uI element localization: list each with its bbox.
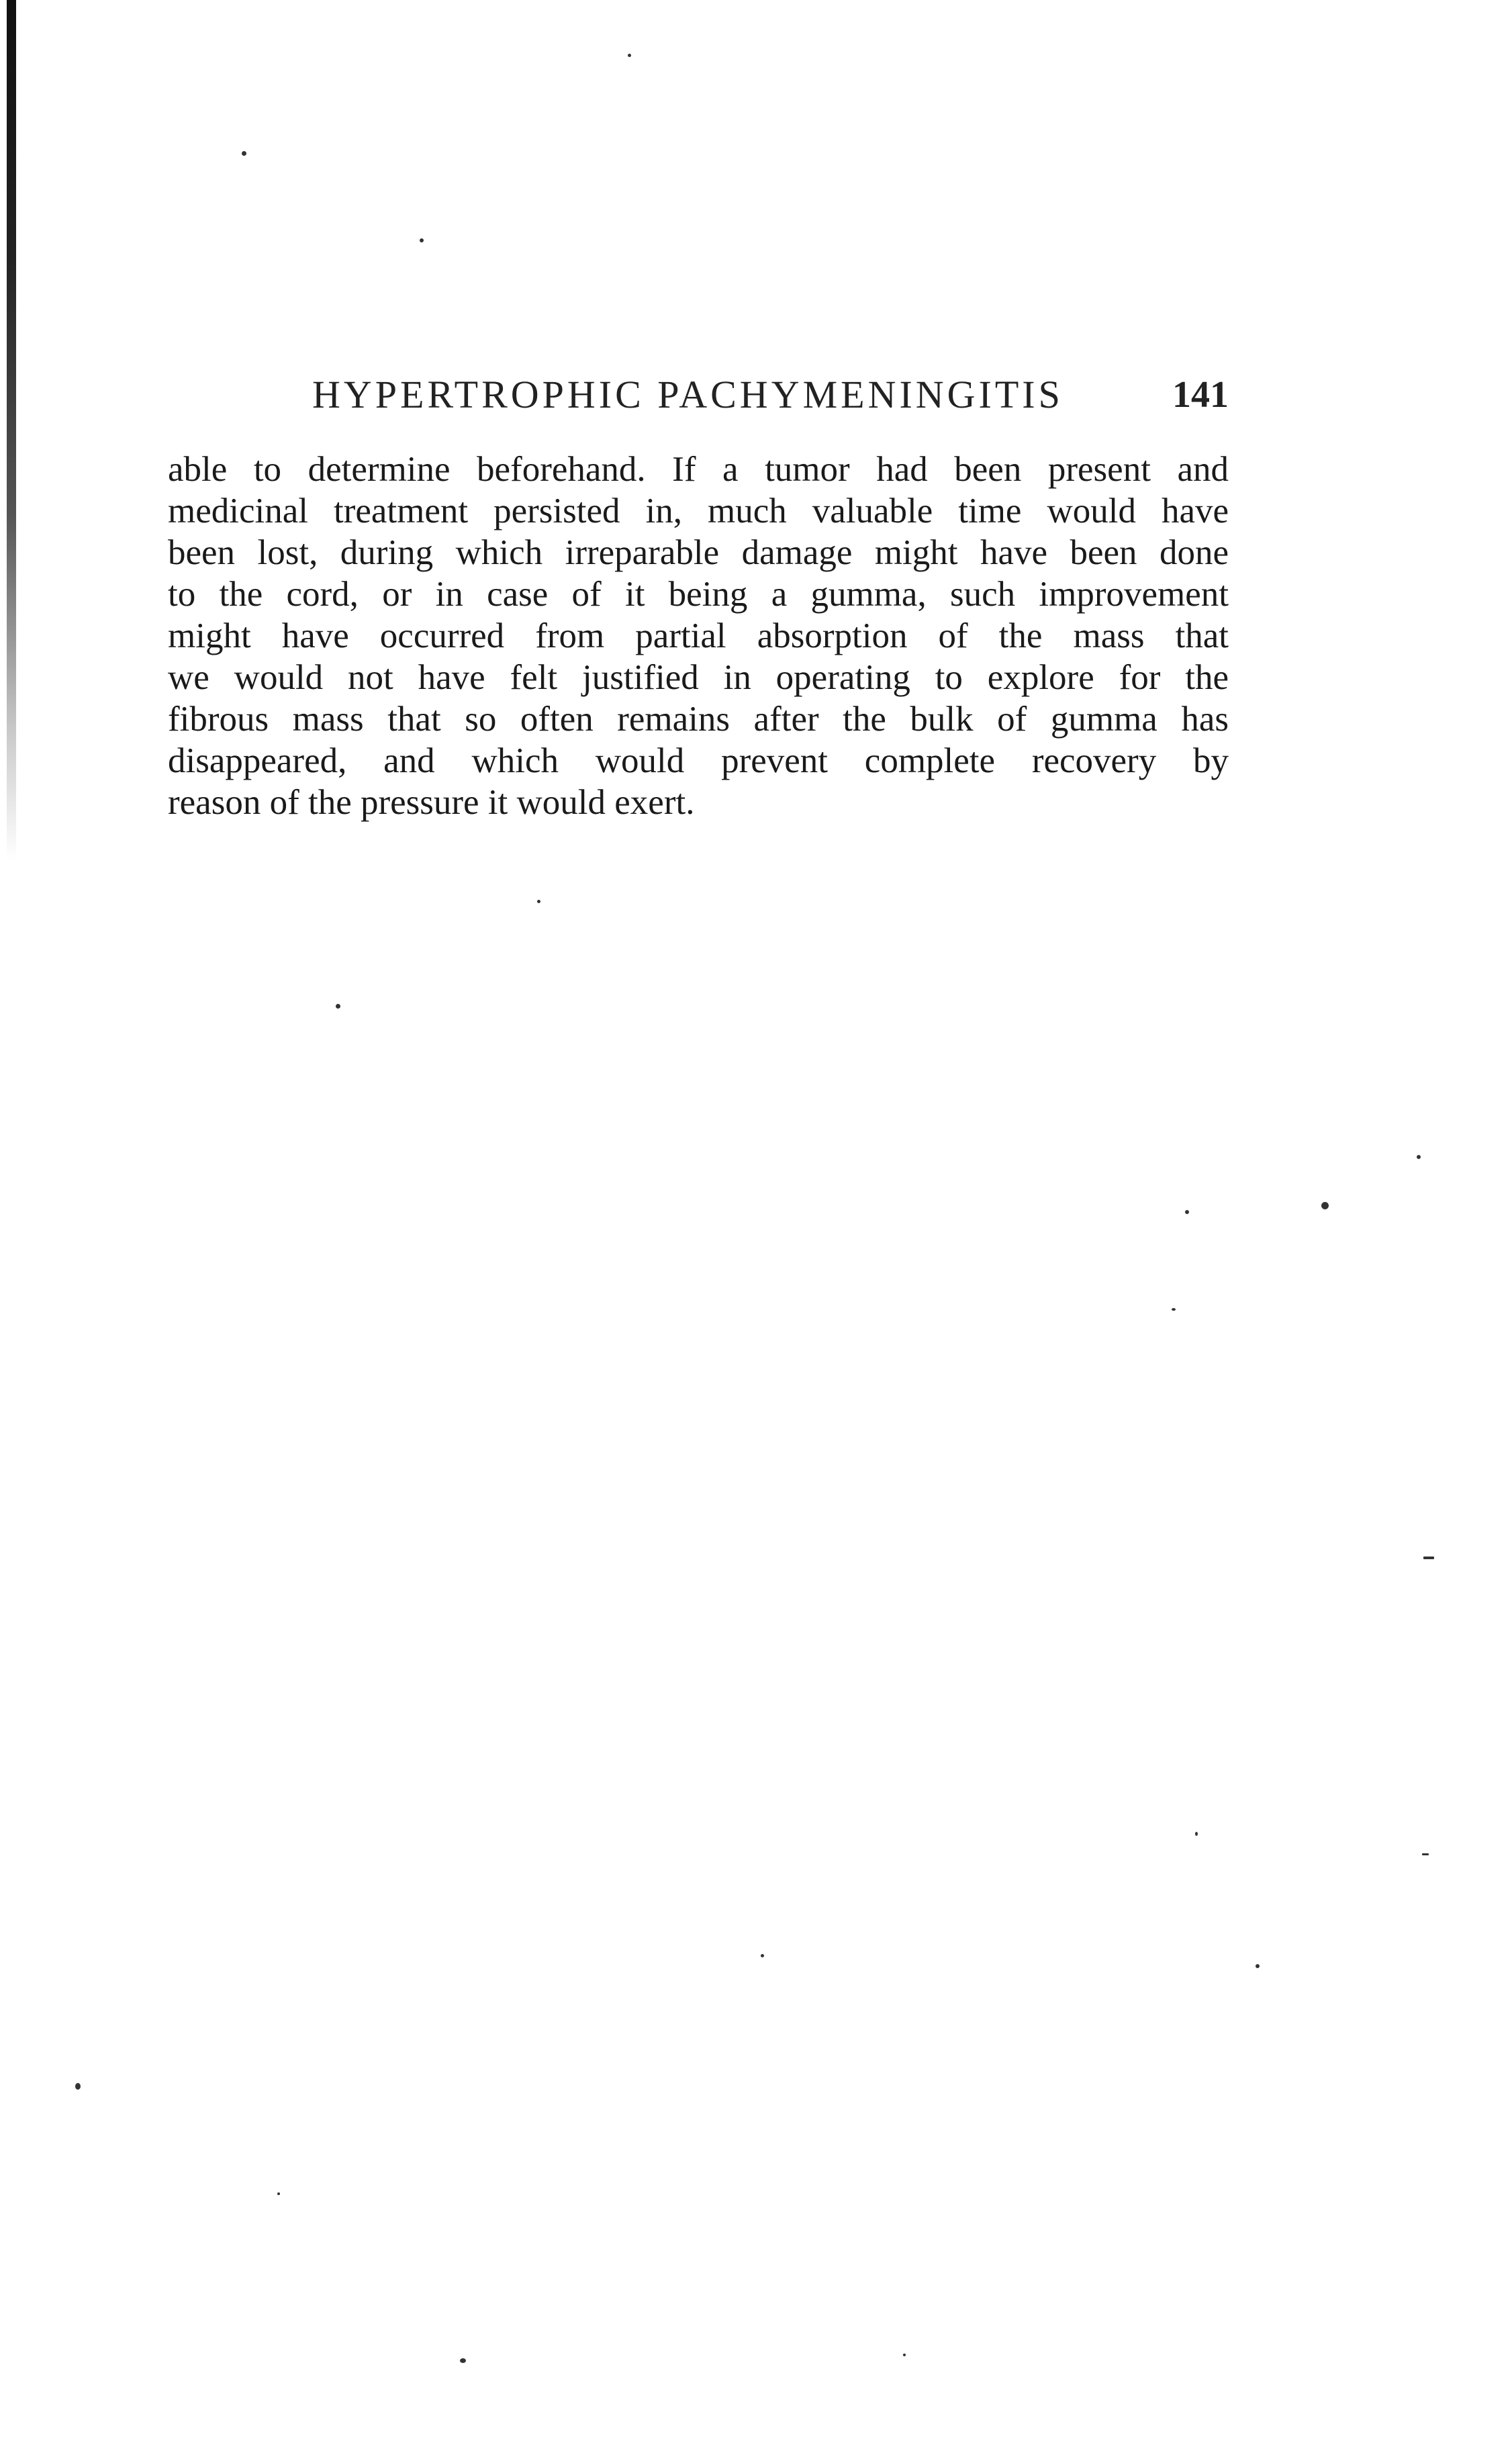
scan-speck bbox=[537, 900, 540, 903]
scan-speck bbox=[903, 2354, 906, 2356]
text-line: we would not have felt justified in operating to explore for the bbox=[168, 658, 1229, 697]
scan-speck bbox=[1256, 1964, 1260, 1968]
text-line: to the cord, or in case of it being a gumma, such improvement bbox=[168, 575, 1229, 614]
running-title: HYPERTROPHIC PACHYMENINGITIS bbox=[312, 373, 1064, 416]
scan-speck bbox=[1172, 1308, 1176, 1311]
scan-speck bbox=[761, 1954, 764, 1957]
text-line: been lost, during which irreparable damage might have been done bbox=[168, 533, 1229, 572]
scan-speck bbox=[1321, 1202, 1329, 1209]
scan-speck bbox=[1417, 1155, 1421, 1159]
scan-speck bbox=[1195, 1832, 1198, 1836]
text-line: medicinal treatment persisted in, much valuable time would have bbox=[168, 492, 1229, 530]
text-line: might have occurred from partial absorption of the mass that bbox=[168, 616, 1229, 655]
text-line: reason of the pressure it would exert. bbox=[168, 783, 695, 822]
scan-speck bbox=[277, 2192, 280, 2195]
scan-speck bbox=[1423, 1557, 1434, 1559]
scan-speck bbox=[336, 1004, 340, 1009]
scan-speck bbox=[242, 151, 246, 156]
binding-edge bbox=[7, 0, 16, 860]
running-head bbox=[168, 368, 1229, 422]
scan-speck bbox=[1185, 1210, 1189, 1214]
scan-speck bbox=[75, 2083, 81, 2090]
text-line: disappeared, and which would prevent complete recovery by bbox=[168, 741, 1229, 780]
text-line: able to determine beforehand. If a tumor had been present and bbox=[168, 450, 1229, 489]
page-number: 141 bbox=[1172, 374, 1229, 416]
scan-speck bbox=[460, 2358, 466, 2363]
body-paragraph bbox=[168, 449, 1229, 823]
scan-speck bbox=[1422, 1853, 1429, 1855]
scan-speck bbox=[420, 238, 424, 242]
scan-speck bbox=[628, 54, 631, 57]
text-line: fibrous mass that so often remains after the bulk of gumma has bbox=[168, 700, 1229, 739]
